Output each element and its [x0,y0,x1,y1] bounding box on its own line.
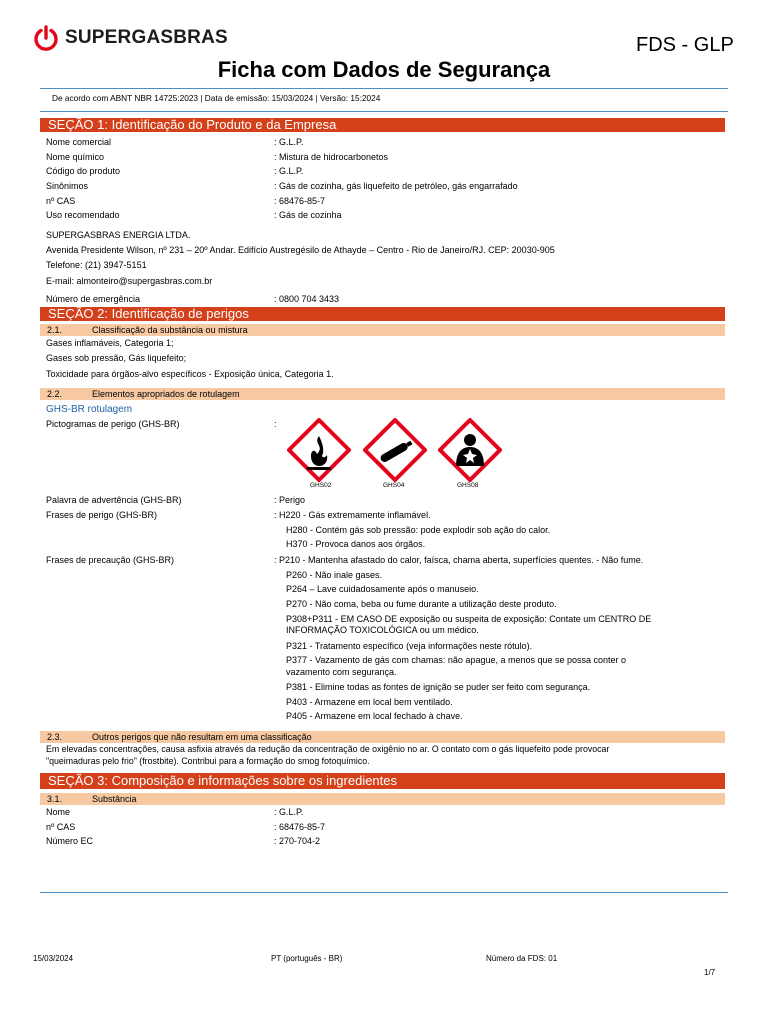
precaution-statement: P270 - Não coma, beba ou fume durante a utilização deste produto. [286,599,557,609]
precaution-statement: P403 - Armazene em local bem ventilado. [286,697,453,707]
hazard-statement: H280 - Contém gás sob pressão: pode explodir sob ação do calor. [286,525,551,535]
company-address: Avenida Presidente Wilson, nº 231 – 20º Andar. Edifício Austregésilo de Athayde – Centro - Rio de Janeiro/RJ. CEP: 20030-905 [46,245,555,255]
precaution-statement: vazamento com segurança. [286,667,397,677]
ghs04-pictogram [363,418,427,482]
classification-line: Gases inflamáveis, Categoria 1; [46,338,174,348]
precaution-statement: P308+P311 - EM CASO DE exposição ou suspeita de exposição: Contate um CENTRO DE [286,614,652,624]
value-uso-recomendado: : Gás de cozinha [274,210,342,220]
label-nome-comercial: Nome comercial [46,137,112,147]
label-cas: nº CAS [46,196,76,206]
section-3-header: SEÇÃO 3: Composição e informações sobre os ingredientes [40,773,725,789]
label-numero-ec: Número EC [46,836,94,846]
ghs04-label: GHS04 [383,482,405,489]
page-title: Ficha com Dados de Segurança [217,57,551,82]
classification-line: Gases sob pressão, Gás liquefeito; [46,353,187,363]
value-cas: : 68476-85-7 [274,822,326,832]
company-name: SUPERGASBRAS ENERGIA LTDA. [46,230,191,240]
hazard-statement: H370 - Provoca danos aos órgãos. [286,539,426,549]
subsection-title: Classificação da substância ou mistura [92,325,248,335]
label-codigo-produto: Código do produto [46,166,121,176]
precaution-statement: : P210 - Mantenha afastado do calor, faísca, chama aberta, superfícies quentes. - Não fume. [274,555,644,565]
value-numero-ec: : 270-704-2 [274,836,321,846]
footer-language: PT (português - BR) [271,954,343,963]
subsection-title: Elementos apropriados de rotulagem [92,389,240,399]
document-code: FDS - GLP [636,34,734,56]
health-hazard-icon [438,418,502,482]
ghs-heading: GHS-BR rotulagem [46,404,133,415]
hazard-statement: : H220 - Gás extremamente inflamável. [274,510,431,520]
other-hazards-text: "queimaduras pelo frio" (frostbite). Contribui para a formação do smog fotoquímico. [46,756,370,766]
subsection-title: Substância [92,794,137,804]
value-cas: : 68476-85-7 [274,196,326,206]
label-uso-recomendado: Uso recomendado [46,210,120,220]
footer-date: 15/03/2024 [33,954,74,963]
other-hazards-text: Em elevadas concentrações, causa asfixia através da redução da concentração de oxigênio no ar. O contato com o gás liquefeito pode provocar [46,744,610,754]
precaution-statement: P260 - Não inale gases. [286,570,383,580]
ghs02-pictogram [287,418,351,482]
subsection-2-1 [40,324,725,336]
value-nome-quimico: : Mistura de hidrocarbonetos [274,152,389,162]
label-emergency: Número de emergência [46,294,141,304]
gas-cylinder-icon [363,418,427,482]
page-number: 1/7 [704,968,716,977]
flame-icon [287,418,351,482]
power-logo-icon [33,25,59,51]
label-sinonimos: Sinônimos [46,181,89,191]
classification-line: Toxicidade para órgãos-alvo específicos - Exposição única, Categoria 1. [46,369,334,379]
ghs08-label: GHS08 [457,482,479,489]
label-nome-quimico: Nome químico [46,152,105,162]
subsection-number: 2.2. [47,389,63,399]
value-nome-comercial: : G.L.P. [274,137,304,147]
precaution-statement: P377 - Vazamento de gás com chamas: não apague, a menos que se possa conter o [286,655,627,665]
brand-name: SUPERGASBRAS [65,27,228,48]
subsection-number: 2.3. [47,732,63,742]
precaution-statement: INFORMAÇÃO TOXICOLÓGICA ou um médico. [286,625,479,635]
label-precaution-statements: Frases de precaução (GHS-BR) [46,555,175,565]
value-codigo-produto: : G.L.P. [274,166,304,176]
subsection-title: Outros perigos que não resultam em uma classificação [92,732,312,742]
brand-logo [33,24,228,52]
label-pictograms: Pictogramas de perigo (GHS-BR) [46,419,180,429]
issue-info: De acordo com ABNT NBR 14725:2023 | Data de emissão: 15/03/2024 | Versão: 15:2024 [52,93,381,103]
precaution-statement: P381 - Elimine todas as fontes de ignição se puder ser feito com segurança. [286,682,591,692]
subsection-2-3 [40,731,725,743]
precaution-statement: P321 - Tratamento específico (veja informações neste rótulo). [286,641,533,651]
divider [40,88,728,89]
label-hazard-statements: Frases de perigo (GHS-BR) [46,510,158,520]
company-email: E-mail: almonteiro@supergasbras.com.br [46,276,213,286]
subsection-2-2 [40,388,725,400]
label-nome: Nome [46,807,71,817]
ghs02-label: GHS02 [310,482,332,489]
footer-fds-number: Número da FDS: 01 [486,954,558,963]
value-emergency: : 0800 704 3433 [274,294,340,304]
label-cas: nº CAS [46,822,76,832]
precaution-statement: P264 – Lave cuidadosamente após o manuseio. [286,584,479,594]
precaution-statement: P405 - Armazene em local fechado à chave. [286,711,463,721]
divider [40,111,728,112]
pictograms-colon: : [274,419,277,429]
label-signal-word: Palavra de advertência (GHS-BR) [46,495,182,505]
section-1-header: SEÇÃO 1: Identificação do Produto e da Empresa [40,118,725,132]
value-signal-word: : Perigo [274,495,306,505]
divider [40,892,728,893]
subsection-number: 2.1. [47,325,63,335]
subsection-number: 3.1. [47,794,63,804]
section-2-header: SEÇÃO 2: Identificação de perigos [40,307,725,321]
value-sinonimos: : Gás de cozinha, gás liquefeito de petróleo, gás engarrafado [274,181,518,191]
ghs08-pictogram [438,418,502,482]
subsection-3-1 [40,793,725,805]
value-nome: : G.L.P. [274,807,304,817]
company-phone: Telefone: (21) 3947-5151 [46,260,147,270]
